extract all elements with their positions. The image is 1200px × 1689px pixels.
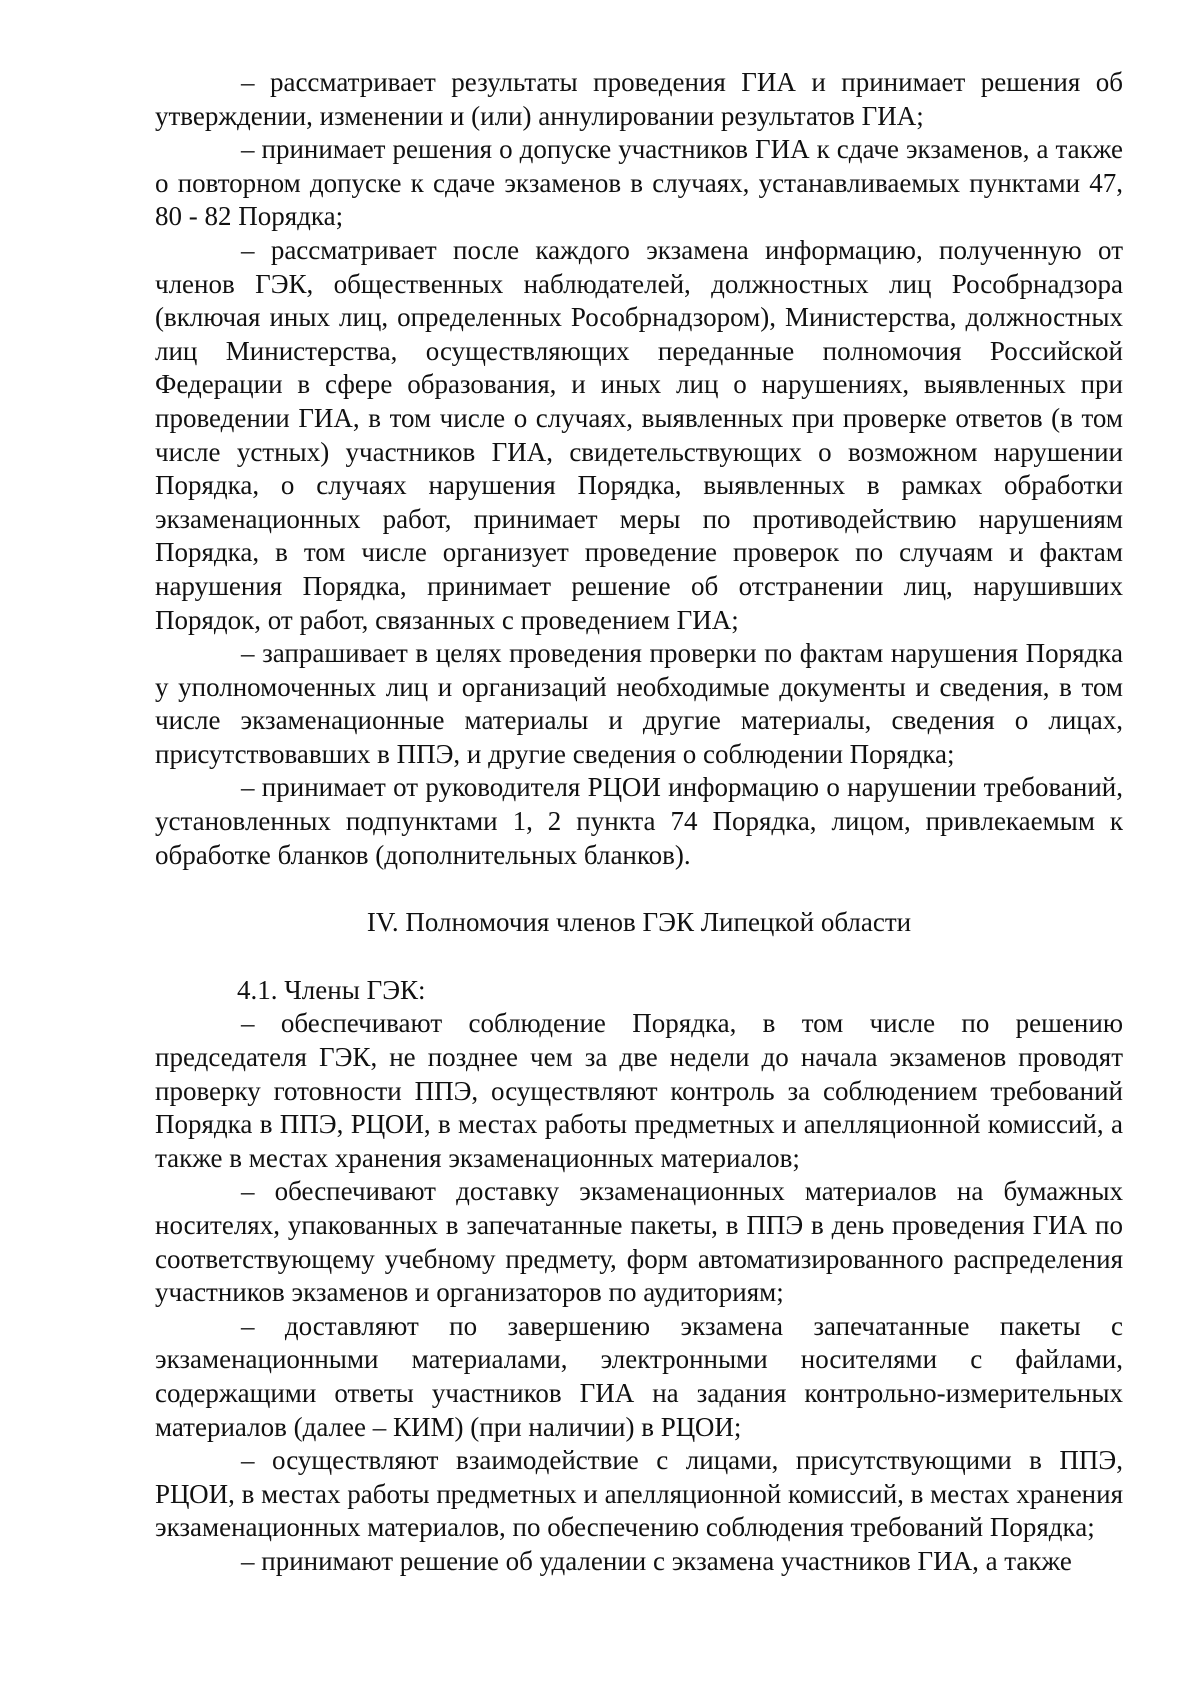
paragraph-removal-decision: – принимают решение об удалении с экзамена участников ГИА, а также (241, 1545, 1072, 1576)
paragraph-ensure-compliance: – обеспечивают соблюдение Порядка, в том числе по решению председателя ГЭК, не позднее чем за две недели до начала экзаменов проводят проверку готовности ППЭ, осуществляют контроль за соблюдением требований Порядка в ППЭ, РЦОИ, в местах работы предметных и апелляционной комиссий, а также в местах хранения экзаменационных материалов; (155, 1008, 1123, 1173)
section-heading: IV. Полномочия членов ГЭК Липецкой области (366, 907, 912, 938)
paragraph-review-results: – рассматривает результаты проведения ГИА и принимает решения об утверждении, изменении и (или) аннулировании результатов ГИА; (155, 67, 1123, 131)
paragraph-material-delivery: – обеспечивают доставку экзаменационных материалов на бумажных носителях, упакованных в запечатанные пакеты, в ППЭ в день проведения ГИА по соответствующему учебному предмету, форм автоматизированного распределения участников экзаменов и организаторов по аудиториям; (155, 1176, 1123, 1308)
document-body (155, 66, 1123, 1579)
subsection-label: 4.1. Члены ГЭК: (237, 974, 426, 1005)
paragraph-interaction: – осуществляют взаимодействие с лицами, присутствующими в ППЭ, РЦОИ, в местах работы предметных и апелляционной комиссий, в местах хранения экзаменационных материалов, по обеспечению соблюдения требований Порядка; (155, 1445, 1123, 1543)
paragraph-document-requests: – запрашивает в целях проведения проверки по фактам нарушения Порядка у уполномоченных лиц и организаций необходимые документы и сведения, в том числе экзаменационные материалы и другие материалы, сведения о лицах, присутствовавших в ППЭ, и другие сведения о соблюдении Порядка; (155, 638, 1123, 769)
paragraph-admission-decisions: – принимает решения о допуске участников ГИА к сдаче экзаменов, а также о повторном допуске к сдаче экзаменов в случаях, устанавливаемых пунктами 47, 80 - 82 Порядка; (155, 134, 1123, 232)
paragraph-rcoi-information: – принимает от руководителя РЦОИ информацию о нарушении требований, установленных подпунктами 1, 2 пункта 74 Порядка, лицом, привлекаемым к обработке бланков (дополнительных бланков). (155, 772, 1123, 870)
paragraph-violation-review: – рассматривает после каждого экзамена информацию, полученную от членов ГЭК, общественных наблюдателей, должностных лиц Рособрнадзора (включая иных лиц, определенных Рособрнадзором), Министерства, должностных лиц Министерства, осуществляющих переданные полномочия Российской Федерации в сфере образования, и иных лиц о нарушениях, выявленных при проведении ГИА, в том числе о случаях, выявленных при проверке ответов (в том числе устных) участников ГИА, свидетельствующих о возможном нарушении Порядка, о случаях нарушения Порядка, выявленных в рамках обработки экзаменационных работ, принимает меры по противодействию нарушениям Порядка, в том числе организует проведение проверок по случаям и фактам нарушения Порядка, принимает решение об отстранении лиц, нарушивших Порядок, от работ, связанных с проведением ГИА; (155, 234, 1123, 635)
paragraph-package-return: – доставляют по завершению экзамена запечатанные пакеты с экзаменационными материалами, электронными носителями с файлами, содержащими ответы участников ГИА на задания контрольно-измерительных материалов (далее – КИМ) (при наличии) в РЦОИ; (155, 1310, 1123, 1442)
